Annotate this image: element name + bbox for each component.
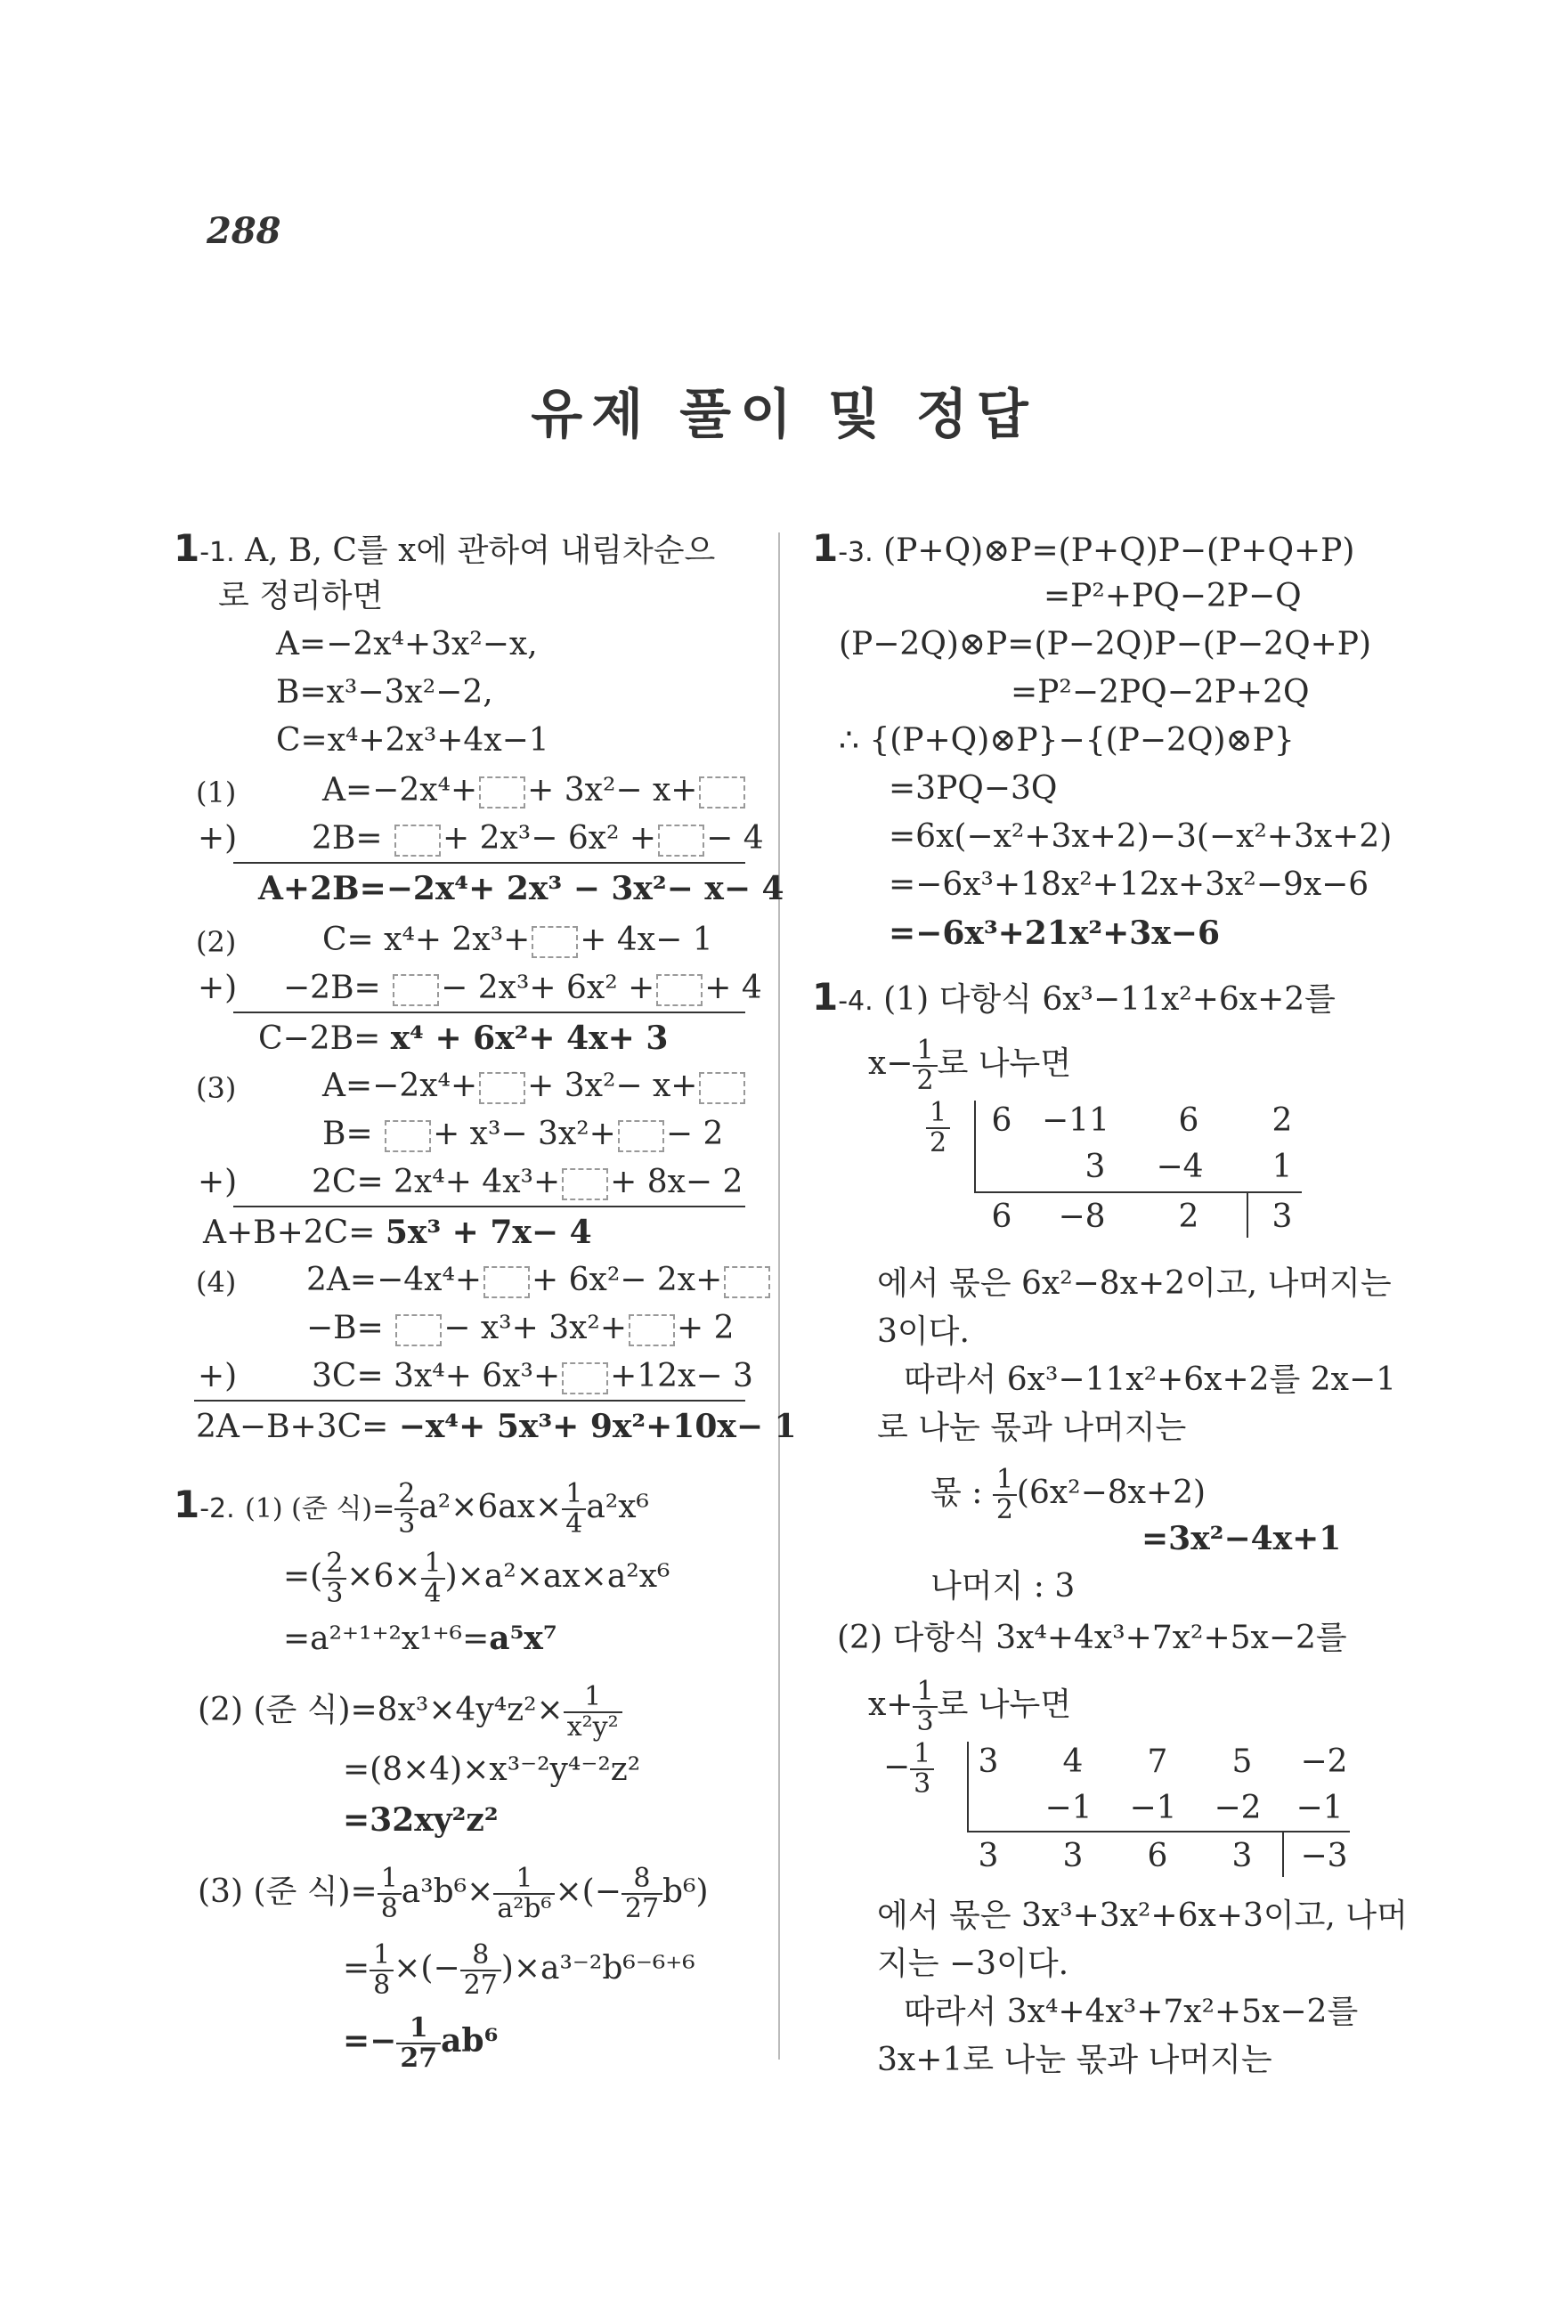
- sum-line: [233, 1012, 745, 1013]
- problem-1-2-c: (3) (준 식)= $\frac{1}{8}$ a³b⁶× $\frac{1}{\text{a²b⁶}}$ ×(− $\frac{8}{27}$ b⁶): [198, 1863, 709, 1924]
- calc-step: (P−2Q)⊗P=(P−2Q)P−(P−2Q+P): [839, 626, 1372, 662]
- coef: −8: [1058, 1199, 1106, 1235]
- blank-box: [393, 974, 439, 1006]
- coef: 4: [1062, 1743, 1084, 1780]
- plus-sign: +): [198, 820, 238, 857]
- quotient: 몫 : $\frac{1}{2}$ (6x²−8x+2): [930, 1464, 1206, 1525]
- coef: 2: [1178, 1199, 1199, 1235]
- calc-row: A=−2x⁴+ + 3x²− x+: [322, 771, 747, 810]
- calc-result: C−2B= x⁴ + 6x²+ 4x+ 3: [258, 1020, 669, 1057]
- sum-line: [233, 1206, 745, 1207]
- calc-answer: =−6x³+21x²+3x−6: [889, 914, 1220, 952]
- page-title: 유제 풀이 및 정답: [531, 384, 1037, 446]
- calc-row: 2A=−4x⁴+ + 6x²− 2x+: [306, 1261, 772, 1300]
- coef: 3: [1231, 1838, 1253, 1874]
- blank-box: [656, 974, 703, 1006]
- explanation: 따라서 3x⁴+4x³+7x²+5x−2를: [904, 1994, 1359, 2030]
- calc-answer: =32xy²z²: [343, 1801, 499, 1839]
- blank-box: [479, 1072, 525, 1104]
- coef: −3: [1300, 1838, 1348, 1874]
- coef: 6: [991, 1199, 1012, 1235]
- plus-sign: +): [198, 970, 238, 1006]
- explanation: 에서 몫은 6x²−8x+2이고, 나머지는: [877, 1265, 1392, 1302]
- explanation: 로 나눈 몫과 나머지는: [877, 1410, 1187, 1446]
- calc-step: =P²+PQ−2P−Q: [1044, 578, 1302, 614]
- problem-1-3-line: 1-3. (P+Q)⊗P=(P+Q)P−(P+Q+P): [812, 526, 1355, 570]
- coef: −1: [1296, 1790, 1344, 1826]
- calc-row: 2C= 2x⁴+ 4x³+ + 8x− 2: [312, 1164, 743, 1200]
- coef: 6: [1147, 1838, 1168, 1874]
- blank-box: [658, 825, 704, 857]
- coef: 3: [978, 1743, 999, 1780]
- remainder: 나머지 : 3: [930, 1568, 1076, 1605]
- blank-box: [562, 1362, 608, 1394]
- blank-box: [699, 776, 745, 809]
- problem-1-2-b: (2) (준 식)=8x³×4y⁴z²× $\frac{1}{\text{x²y²}}$: [198, 1683, 622, 1742]
- coef: −1: [1129, 1790, 1177, 1826]
- sub-label: (4): [196, 1265, 237, 1299]
- coef: −1: [1044, 1790, 1093, 1826]
- coef: 3: [1062, 1838, 1084, 1874]
- explanation: 3x+1로 나눈 몫과 나머지는: [877, 2042, 1272, 2078]
- blank-box: [479, 776, 525, 809]
- sub-label: (2): [196, 925, 237, 959]
- explanation: 에서 몫은 3x³+3x²+6x+3이고, 나머: [877, 1897, 1408, 1934]
- sub-label: (3): [196, 1071, 237, 1105]
- coef: 2: [1271, 1102, 1293, 1139]
- calc-step: =−6x³+18x²+12x+3x²−9x−6: [889, 866, 1369, 903]
- coef: −4: [1156, 1149, 1204, 1185]
- blank-box: [629, 1314, 675, 1346]
- blank-box: [394, 825, 441, 857]
- poly-B: B=x³−3x²−2,: [276, 674, 493, 711]
- coef: −2: [1214, 1790, 1262, 1826]
- calc-step: =( $\frac{2}{3}$ ×6× $\frac{1}{4}$ )×a²×ax×a²x⁶: [283, 1548, 670, 1609]
- poly-A: A=−2x⁴+3x²−x,: [276, 626, 538, 662]
- divisor: − $\frac{1}{3}$: [883, 1740, 934, 1799]
- coef: 1: [1271, 1149, 1293, 1185]
- poly-C: C=x⁴+2x³+4x−1: [276, 722, 549, 759]
- divisor: $\frac{1}{2}$: [926, 1099, 950, 1158]
- calc-result: 2A−B+3C= −x⁴+ 5x³+ 9x²+10x− 1: [196, 1408, 797, 1445]
- problem-1-4-b: (2) 다항식 3x⁴+4x³+7x²+5x−2를: [837, 1620, 1347, 1656]
- coef: 7: [1147, 1743, 1168, 1780]
- coef: 5: [1231, 1743, 1253, 1780]
- calc-step: =P²−2PQ−2P+2Q: [1011, 674, 1310, 711]
- calc-step: = $\frac{1}{8}$ ×(− $\frac{8}{27}$ )×a³⁻²b⁶⁻⁶⁺⁶: [343, 1939, 695, 2001]
- coef: 3: [1085, 1149, 1106, 1185]
- coef: 3: [1271, 1199, 1293, 1235]
- blank-box: [395, 1314, 442, 1346]
- blank-box: [618, 1120, 664, 1152]
- blank-box: [724, 1266, 770, 1298]
- column-divider: [778, 532, 780, 2060]
- blank-box: [385, 1120, 431, 1152]
- coef: 6: [991, 1102, 1012, 1139]
- coef: 3: [978, 1838, 999, 1874]
- blank-box: [699, 1072, 745, 1104]
- problem-1-1-intro-cont: 로 정리하면: [218, 578, 384, 614]
- problem-1-1-intro: 1-1. A, B, C를 x에 관하여 내림차순으: [174, 526, 716, 570]
- coef: 6: [1178, 1102, 1199, 1139]
- calc-row: −B= − x³+ 3x²+ + 2: [306, 1310, 735, 1346]
- sub-label: (1): [196, 776, 237, 809]
- blank-box: [483, 1266, 530, 1298]
- blank-box: [532, 926, 578, 958]
- calc-result: A+2B=−2x⁴+ 2x³ − 3x²− x− 4: [258, 870, 784, 907]
- calc-step: =3PQ−3Q: [889, 770, 1058, 807]
- plus-sign: +): [198, 1164, 238, 1200]
- calc-row: 2B= + 2x³− 6x² + − 4: [312, 820, 764, 857]
- sum-line: [233, 862, 745, 864]
- calc-row: A=−2x⁴+ + 3x²− x+: [322, 1067, 747, 1106]
- explanation: 따라서 6x³−11x²+6x+2를 2x−1: [904, 1361, 1397, 1398]
- calc-row: B= + x³− 3x²+ − 2: [322, 1116, 724, 1152]
- divide-by: x+ $\frac{1}{3}$ 로 나누면: [868, 1676, 1072, 1737]
- explanation: 3이다.: [877, 1313, 970, 1350]
- page-number: 288: [207, 210, 281, 252]
- calc-step: =(8×4)×x³⁻²y⁴⁻²z²: [343, 1751, 641, 1788]
- plus-sign: +): [198, 1358, 238, 1394]
- calc-row: 3C= 3x⁴+ 6x³+ +12x− 3: [312, 1358, 753, 1394]
- explanation: 지는 −3이다.: [877, 1946, 1069, 1982]
- calc-answer: =− $\frac{1}{27}$ ab⁶: [343, 2012, 499, 2074]
- calc-row: −2B= − 2x³+ 6x² + + 4: [283, 970, 762, 1006]
- problem-1-2-a: 1-2. (1) (준 식)= $\frac{2}{3}$ a²×6ax× $\frac{1}{4}$ a²x⁶: [174, 1478, 649, 1540]
- blank-box: [562, 1168, 608, 1200]
- quotient-answer: =3x²−4x+1: [1141, 1520, 1342, 1557]
- problem-1-4-a: 1-4. (1) 다항식 6x³−11x²+6x+2를: [812, 975, 1336, 1019]
- calc-result: A+B+2C= 5x³ + 7x− 4: [203, 1214, 592, 1251]
- divide-by: x− $\frac{1}{2}$ 로 나누면: [868, 1035, 1072, 1096]
- sum-line: [194, 1400, 745, 1402]
- calc-step: =a²⁺¹⁺²x¹⁺⁶=a⁵x⁷: [283, 1620, 557, 1657]
- coef: −11: [1042, 1102, 1109, 1139]
- coef: −2: [1300, 1743, 1348, 1780]
- calc-step: =6x(−x²+3x+2)−3(−x²+3x+2): [889, 818, 1393, 855]
- calc-step: ∴ {(P+Q)⊗P}−{(P−2Q)⊗P}: [839, 722, 1295, 759]
- calc-row: C= x⁴+ 2x³+ + 4x− 1: [322, 922, 713, 958]
